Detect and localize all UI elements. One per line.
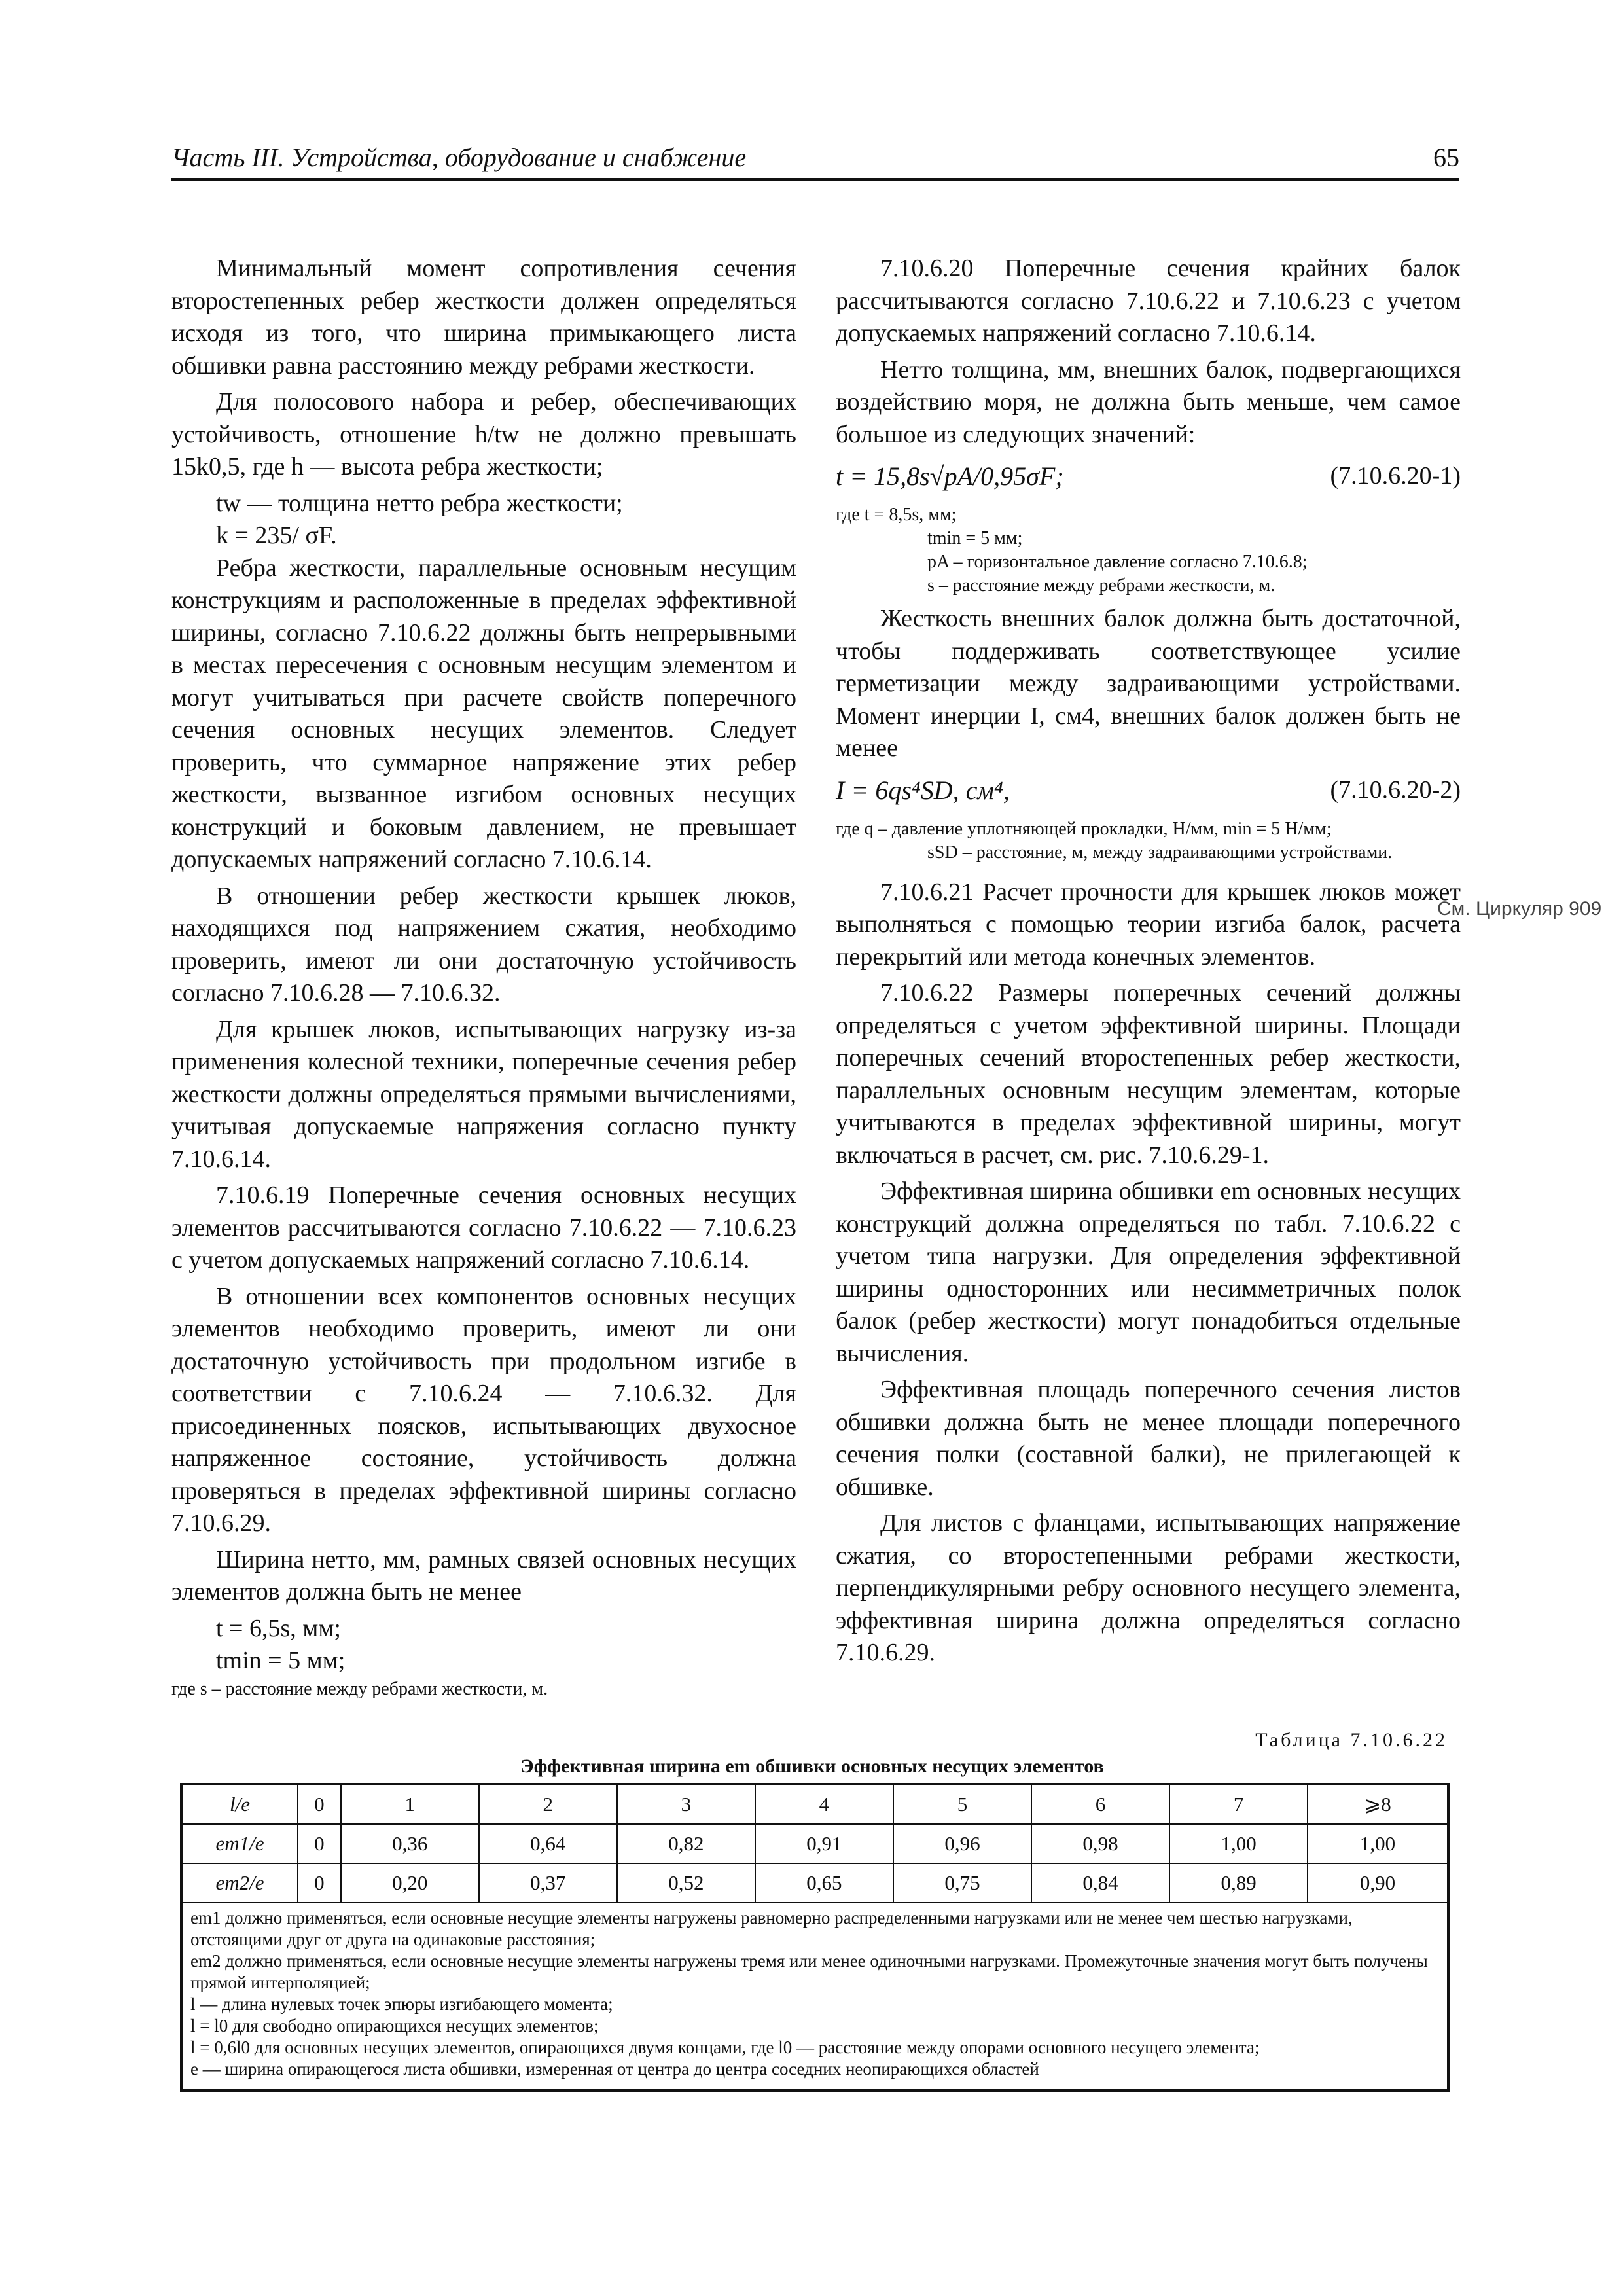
table-cell: 7 (1169, 1784, 1308, 1824)
table-cell: 2 (479, 1784, 617, 1824)
table-cell: 5 (893, 1784, 1031, 1824)
table-header-row (181, 1784, 1448, 1824)
left-column (171, 253, 796, 1701)
where-clause: pA – горизонтальное давление согласно 7.10.6.8; (927, 552, 1308, 572)
paragraph: 7.10.6.21 Расчет прочности для крышек люков может выполняться с помощью теории изгиба балок, расчета перекрытий или метода конечных элементов. (836, 878, 1461, 971)
equation-formula: t = 15,8s√pA/0,95σF; (836, 461, 1064, 491)
table-cell: 0,75 (893, 1863, 1031, 1903)
effective-width-table (180, 1783, 1450, 2092)
table-cell: 0,91 (755, 1824, 893, 1863)
table-cell: 0 (298, 1784, 341, 1824)
table-cell: 0,90 (1308, 1863, 1448, 1903)
table-note: em2 должно применяться, если основные несущие элементы нагружены тремя или менее одиночными нагрузками. Промежуточные значения могут быть получены прямой интерполяцией; (190, 1951, 1428, 1992)
table-cell: 1,00 (1308, 1824, 1448, 1863)
paragraph: Ребра жесткости, параллельные основным несущим конструкциям и расположенные в пределах эффективной ширины, согласно 7.10.6.22 должны быть непрерывными в местах пересечения с основным несущим элементом и могут учитываться при расчете свойств поперечного сечения основных несущих элементов. Следует проверить, что суммарное напряжение этих ребер жесткости, вызванное изгибом основных несущих конструкций и боковым давлением, не превышает допускаемых напряжений согласно 7.10.6.14. (171, 554, 796, 873)
table-note: e — ширина опирающегося листа обшивки, измеренная от центра до центра соседних неопирающихся областей (190, 2059, 1039, 2079)
page-number: 65 (1433, 143, 1459, 172)
equation-7-10-6-20-1 (836, 455, 1461, 497)
equation-formula: I = 6qs⁴SD, см⁴, (836, 775, 1010, 805)
definition: tw — толщина нетто ребра жесткости; (216, 489, 623, 517)
table-note: l = l0 для свободно опирающихся несущих элементов; (190, 2016, 599, 2036)
table-cell: 0,65 (755, 1863, 893, 1903)
paragraph: Эффективная ширина обшивки em основных несущих конструкций должна определяться по табл. 7.10.6.22 с учетом типа нагрузки. Для определения эффективной ширины односторонних или несимметричных полок балок (ребер жесткости) могут понадобиться отдельные вычисления. (836, 1177, 1461, 1367)
where-clause: tmin = 5 мм; (927, 528, 1023, 548)
where-clause: где t = 8,5s, мм; (836, 505, 957, 525)
where-clause: s – расстояние между ребрами жесткости, м. (927, 575, 1275, 596)
table-note: l — длина нулевых точек эпюры изгибающего момента; (190, 1994, 613, 2014)
paragraph: Для полосового набора и ребер, обеспечивающих устойчивость, отношение h/tw не должно превышать 15k0,5, где h — высота ребра жесткости; (171, 388, 796, 480)
table-cell: 0,89 (1169, 1863, 1308, 1903)
paragraph: В отношении всех компонентов основных несущих элементов необходимо проверить, имеют ли они достаточную устойчивость при продольном изгибе в соответствии с 7.10.6.24 — 7.10.6.32. Для присоединенных поясков, испытывающих двухосное напряженное состояние, устойчивость должна проверяться в пределах эффективной ширины согласно 7.10.6.29. (171, 1282, 796, 1537)
table-number: Таблица 7.10.6.22 (1255, 1729, 1448, 1751)
table-notes (181, 1903, 1448, 2090)
paragraph: В отношении ребер жесткости крышек люков, находящихся под напряжением сжатия, необходимо проверить, имеют ли они достаточную устойчивость согласно 7.10.6.28 — 7.10.6.32. (171, 882, 796, 1007)
paragraph: 7.10.6.20 Поперечные сечения крайних балок рассчитываются согласно 7.10.6.22 и 7.10.6.23 с учетом допускаемых напряжений согласно 7.10.6.14. (836, 255, 1461, 347)
where-clause: где s – расстояние между ребрами жесткости, м. (171, 1678, 548, 1699)
table-cell: em2/e (181, 1863, 298, 1903)
table-cell: 0 (298, 1863, 341, 1903)
table-cell: 4 (755, 1784, 893, 1824)
table-cell: 3 (617, 1784, 755, 1824)
paragraph: Для крышек люков, испытывающих нагрузку из-за применения колесной техники, поперечные сечения ребер жесткости должны определяться прямыми вычислениями, учитывая допускаемые напряжения согласно пункту 7.10.6.14. (171, 1015, 796, 1173)
table-cell: 0,98 (1031, 1824, 1169, 1863)
paragraph: 7.10.6.22 Размеры поперечных сечений должны определяться с учетом эффективной ширины. Площади поперечных сечений второстепенных ребер жесткости, параллельных основным несущим элементам, которые учитываются в пределах эффективной ширины, могут включаться в расчет, см. рис. 7.10.6.29-1. (836, 979, 1461, 1169)
paragraph: Жесткость внешних балок должна быть достаточной, чтобы поддерживать соответствующее усилие герметизации между задраивающими устройствами. Момент инерции I, см4, внешних балок должен быть не менее (836, 605, 1461, 762)
table-cell: 0,37 (479, 1863, 617, 1903)
table-cell: 0,36 (341, 1824, 479, 1863)
definition: k = 235/ σF. (216, 522, 337, 549)
where-clause: где q – давление уплотняющей прокладки, Н/мм, min = 5 Н/мм; (836, 818, 1332, 839)
formula: t = 6,5s, мм; (216, 1614, 341, 1642)
paragraph: Эффективная площадь поперечного сечения листов обшивки должна быть не менее площади поперечного сечения полки (составной балки), не прилегающей к обшивке. (836, 1376, 1461, 1501)
paragraph: Минимальный момент сопротивления сечения второстепенных ребер жесткости должен определяться исходя из того, что ширина примыкающего листа обшивки равна расстоянию между ребрами жесткости. (171, 255, 796, 380)
table-notes-row (181, 1903, 1448, 2090)
equation-number: (7.10.6.20-2) (1330, 776, 1461, 804)
header-title: Часть III. Устройства, оборудование и снабжение (171, 143, 747, 172)
table-caption: Эффективная ширина em обшивки основных несущих элементов (520, 1755, 1104, 1777)
table-cell: 1 (341, 1784, 479, 1824)
table-cell: 0,84 (1031, 1863, 1169, 1903)
formula: tmin = 5 мм; (216, 1647, 346, 1674)
page-header (171, 137, 1459, 181)
right-column (836, 253, 1461, 1674)
table-cell: em1/e (181, 1824, 298, 1863)
table-note: l = 0,6l0 для основных несущих элементов, опирающихся двумя концами, где l0 — расстояние между опорами основного несущего элемента; (190, 2037, 1260, 2057)
paragraph: Для листов с фланцами, испытывающих напряжение сжатия, со второстепенными ребрами жесткости, перпендикулярными ребру основного несущего элемента, эффективная ширина должна определяться согласно 7.10.6.29. (836, 1509, 1461, 1666)
table-cell: 0,52 (617, 1863, 755, 1903)
table-cell: 0 (298, 1824, 341, 1863)
table-cell: 0,82 (617, 1824, 755, 1863)
table-cell: l/e (181, 1784, 298, 1824)
paragraph: Ширина нетто, мм, рамных связей основных несущих элементов должна быть не менее (171, 1545, 796, 1605)
circular-stamp: См. Циркуляр 909 (1437, 898, 1602, 920)
where-clause: sSD – расстояние, м, между задраивающими устройствами. (927, 842, 1393, 863)
table-cell: ⩾8 (1308, 1784, 1448, 1824)
table-cell: 0,20 (341, 1863, 479, 1903)
table-cell: 0,96 (893, 1824, 1031, 1863)
paragraph: 7.10.6.19 Поперечные сечения основных несущих элементов рассчитываются согласно 7.10.6.22 — 7.10.6.23 с учетом допускаемых напряжений согласно 7.10.6.14. (171, 1181, 796, 1274)
table-cell: 6 (1031, 1784, 1169, 1824)
table-cell: 0,64 (479, 1824, 617, 1863)
paragraph: Нетто толщина, мм, внешних балок, подвергающихся воздействию моря, не должна быть меньше, чем самое большое из следующих значений: (836, 355, 1461, 448)
table-row (181, 1824, 1448, 1863)
equation-number: (7.10.6.20-1) (1330, 462, 1461, 490)
table-cell: 1,00 (1169, 1824, 1308, 1863)
table-row (181, 1863, 1448, 1903)
table-note: em1 должно применяться, если основные несущие элементы нагружены равномерно распределенными нагрузками или не менее чем шестью нагрузками, отстоящими друг от друга на одинаковые расстояния; (190, 1908, 1353, 1949)
equation-7-10-6-20-2 (836, 769, 1461, 811)
